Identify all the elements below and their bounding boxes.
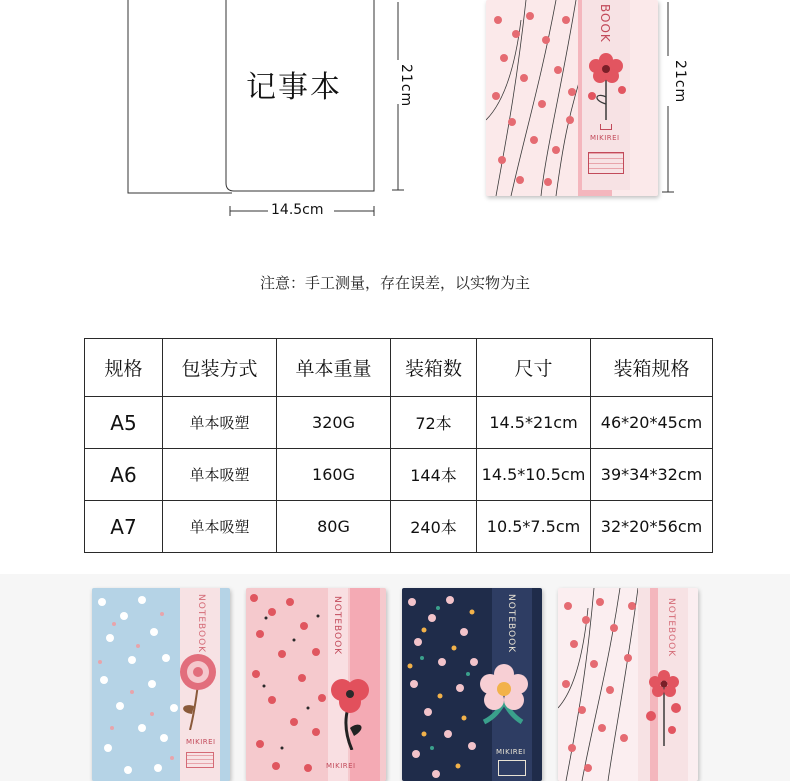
cell-size: 10.5*7.5cm bbox=[477, 501, 591, 553]
cell-packaging: 单本吸塑 bbox=[163, 501, 277, 553]
notebook-cover-photo-navy bbox=[402, 588, 542, 781]
cell-size: 14.5*21cm bbox=[477, 397, 591, 449]
cell-carton-size: 32*20*56cm bbox=[591, 501, 713, 553]
poppy-icon bbox=[324, 670, 376, 750]
cell-packaging: 单本吸塑 bbox=[163, 397, 277, 449]
notebook-cover-photo-pink bbox=[486, 0, 658, 196]
cover-grid-box bbox=[498, 760, 526, 776]
cover-grid-box bbox=[588, 152, 624, 174]
cell-carton-qty: 72本 bbox=[391, 397, 477, 449]
cell-carton-qty: 144本 bbox=[391, 449, 477, 501]
cell-spec: A7 bbox=[85, 501, 163, 553]
cover-height-dimension-label: 21cm bbox=[672, 60, 688, 104]
cover-strap-text: NOTEBOOK bbox=[332, 596, 342, 656]
size-diagram bbox=[0, 0, 790, 230]
flower-icon bbox=[582, 42, 630, 122]
table-header-row bbox=[85, 339, 713, 397]
cover-brand: MIKIREI bbox=[496, 748, 526, 756]
header-carton-size: 装箱规格 bbox=[591, 339, 713, 397]
notebook-cover-photo-blue bbox=[92, 588, 230, 781]
cover-strap-text: BOOK bbox=[598, 4, 612, 43]
height-dimension-label: 21cm bbox=[398, 64, 414, 108]
cover-strap-text: NOTEBOOK bbox=[666, 598, 676, 658]
width-dimension-label: 14.5cm bbox=[268, 202, 327, 218]
cell-size: 14.5*10.5cm bbox=[477, 449, 591, 501]
cell-carton-qty: 240本 bbox=[391, 501, 477, 553]
table-row bbox=[85, 449, 713, 501]
table-row bbox=[85, 501, 713, 553]
cherry-blossom-pattern bbox=[486, 0, 658, 196]
flower-icon bbox=[642, 662, 686, 746]
header-unit-weight: 单本重量 bbox=[277, 339, 391, 397]
crown-icon bbox=[600, 124, 612, 130]
cover-strap-text: NOTEBOOK bbox=[506, 594, 516, 654]
cell-carton-size: 46*20*45cm bbox=[591, 397, 713, 449]
header-carton-qty: 装箱数 bbox=[391, 339, 477, 397]
flower-icon bbox=[172, 650, 224, 730]
cell-spec: A5 bbox=[85, 397, 163, 449]
cover-strap-text: NOTEBOOK bbox=[196, 594, 206, 654]
notebook-cover-photo-white bbox=[558, 588, 698, 781]
cover-brand: MIKIREI bbox=[590, 134, 620, 142]
cover-grid-box bbox=[186, 752, 214, 768]
header-spec: 规格 bbox=[85, 339, 163, 397]
spec-table bbox=[84, 338, 713, 553]
cell-packaging: 单本吸塑 bbox=[163, 449, 277, 501]
cover-brand: MIKIREI bbox=[186, 738, 216, 746]
header-packaging: 包装方式 bbox=[163, 339, 277, 397]
cell-spec: A6 bbox=[85, 449, 163, 501]
cell-unit-weight: 160G bbox=[277, 449, 391, 501]
table-row bbox=[85, 397, 713, 449]
notebook-label: 记事本 bbox=[246, 70, 342, 105]
flower-icon bbox=[470, 662, 536, 742]
header-size: 尺寸 bbox=[477, 339, 591, 397]
cell-unit-weight: 80G bbox=[277, 501, 391, 553]
notebook-cover-photo-pink-dots bbox=[246, 588, 386, 781]
cell-unit-weight: 320G bbox=[277, 397, 391, 449]
measurement-note: 注意：手工测量，存在误差，以实物为主 bbox=[259, 274, 530, 292]
cell-carton-size: 39*34*32cm bbox=[591, 449, 713, 501]
cover-brand: MIKIREI bbox=[326, 762, 356, 770]
